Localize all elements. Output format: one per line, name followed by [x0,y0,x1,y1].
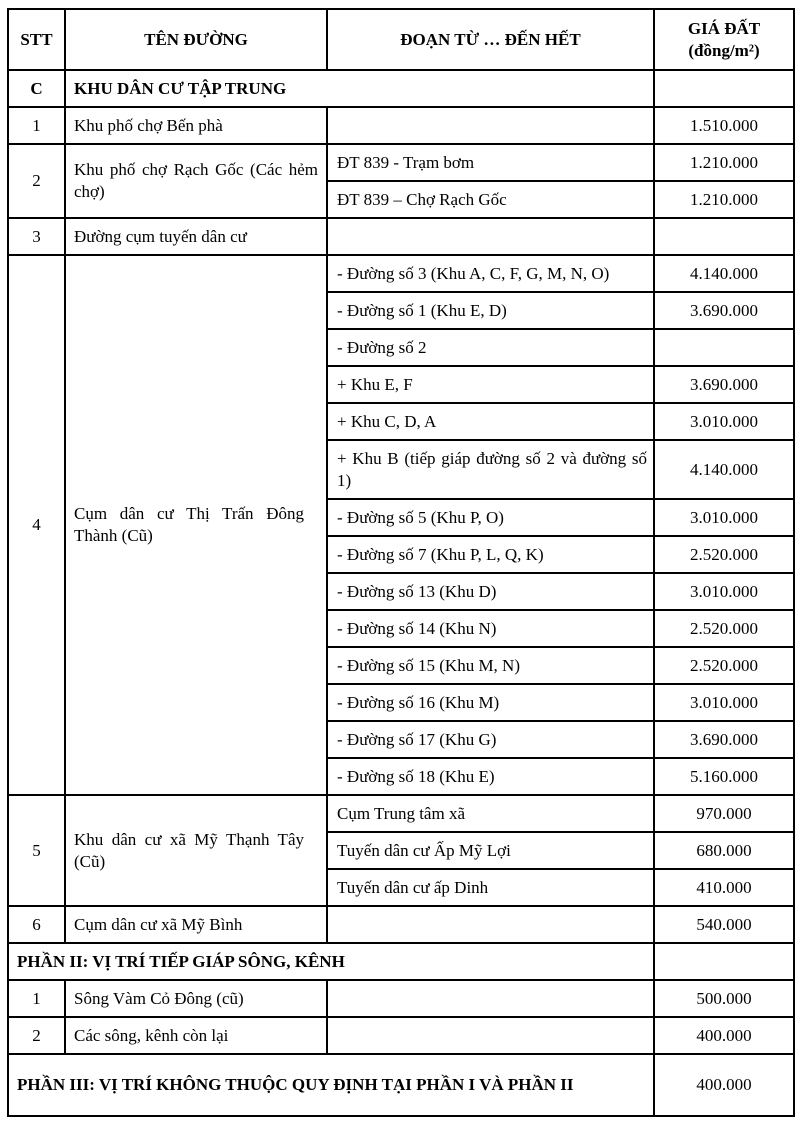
row-4-seg-4-doan: + Khu C, D, A [327,403,654,440]
row-2-seg-0 [8,144,794,181]
row-5-seg-2-price: 410.000 [654,869,794,906]
row-4-seg-5-doan: + Khu B (tiếp giáp đường số 2 và đường số 1) [327,440,654,499]
row-5-seg-1-price: 680.000 [654,832,794,869]
row-2-seg-1-price: 1.210.000 [654,181,794,218]
row-4-seg-12-price: 3.690.000 [654,721,794,758]
section-c-title: KHU DÂN CƯ TẬP TRUNG [65,70,654,107]
row-2-seg-0-doan: ĐT 839 - Trạm bơm [327,144,654,181]
row-1 [8,107,794,144]
section-c-price-empty [654,70,794,107]
header-gia-title: GIÁ ĐẤT [687,18,761,38]
row-2-stt: 2 [8,144,65,218]
row-4-seg-11-price: 3.010.000 [654,684,794,721]
row-4-seg-8-price: 3.010.000 [654,573,794,610]
row-4-seg-5-price: 4.140.000 [654,440,794,499]
part2-row-1 [8,1017,794,1054]
row-4-seg-10-price: 2.520.000 [654,647,794,684]
part2-row-1-price: 400.000 [654,1017,794,1054]
row-4-seg-4-price: 3.010.000 [654,403,794,440]
row-1-name: Khu phố chợ Bến phà [65,107,327,144]
header-ten-duong: TÊN ĐƯỜNG [65,9,327,70]
row-3-name: Đường cụm tuyến dân cư [65,218,327,255]
row-4-name: Cụm dân cư Thị Trấn Đông Thành (Cũ) [65,255,327,795]
row-4-seg-11-doan: - Đường số 16 (Khu M) [327,684,654,721]
row-3-doan-empty [327,218,654,255]
row-1-price: 1.510.000 [654,107,794,144]
part2-row-1-name: Các sông, kênh còn lại [65,1017,327,1054]
row-6-stt: 6 [8,906,65,943]
part2-row-0 [8,980,794,1017]
part3-row [8,1054,794,1116]
row-4-seg-6-price: 3.010.000 [654,499,794,536]
part2-row-0-price: 500.000 [654,980,794,1017]
row-4-seg-1-price: 3.690.000 [654,292,794,329]
header-doan: ĐOẠN TỪ … ĐẾN HẾT [327,9,654,70]
part2-row-0-name: Sông Vàm Cỏ Đông (cũ) [65,980,327,1017]
part3-title: PHẦN III: VỊ TRÍ KHÔNG THUỘC QUY ĐỊNH TẠI PHẦN I VÀ PHẦN II [8,1054,654,1116]
row-5-seg-0 [8,795,794,832]
part2-row-0-stt: 1 [8,980,65,1017]
row-6-price: 540.000 [654,906,794,943]
table-header-row [8,9,794,70]
row-4-seg-0 [8,255,794,292]
row-3-price-empty [654,218,794,255]
row-4-seg-7-price: 2.520.000 [654,536,794,573]
header-stt: STT [8,9,65,70]
row-6 [8,906,794,943]
row-4-seg-6-doan: - Đường số 5 (Khu P, O) [327,499,654,536]
section-c-stt: C [8,70,65,107]
part2-row-1-doan-empty [327,1017,654,1054]
row-4-seg-0-doan: - Đường số 3 (Khu A, C, F, G, M, N, O) [327,255,654,292]
row-6-name: Cụm dân cư xã Mỹ Bình [65,906,327,943]
row-1-doan-empty [327,107,654,144]
row-1-stt: 1 [8,107,65,144]
row-3-stt: 3 [8,218,65,255]
part2-row-1-stt: 2 [8,1017,65,1054]
row-4-seg-1-doan: - Đường số 1 (Khu E, D) [327,292,654,329]
row-4-seg-3-price: 3.690.000 [654,366,794,403]
row-2-seg-0-price: 1.210.000 [654,144,794,181]
row-4-seg-13-price: 5.160.000 [654,758,794,795]
row-5-stt: 5 [8,795,65,906]
part2-header-row [8,943,794,980]
row-3 [8,218,794,255]
row-4-seg-9-price: 2.520.000 [654,610,794,647]
section-c-row [8,70,794,107]
row-4-seg-3-doan: + Khu E, F [327,366,654,403]
row-5-seg-1-doan: Tuyến dân cư Ấp Mỹ Lợi [327,832,654,869]
row-5-seg-0-doan: Cụm Trung tâm xã [327,795,654,832]
row-4-seg-7-doan: - Đường số 7 (Khu P, L, Q, K) [327,536,654,573]
row-5-name: Khu dân cư xã Mỹ Thạnh Tây (Cũ) [65,795,327,906]
row-5-seg-2-doan: Tuyến dân cư ấp Dinh [327,869,654,906]
row-2-seg-1-doan: ĐT 839 – Chợ Rạch Gốc [327,181,654,218]
part2-price-empty [654,943,794,980]
row-4-seg-9-doan: - Đường số 14 (Khu N) [327,610,654,647]
header-gia-unit: (đồng/m²) [688,40,760,60]
row-4-seg-13-doan: - Đường số 18 (Khu E) [327,758,654,795]
row-4-seg-12-doan: - Đường số 17 (Khu G) [327,721,654,758]
part2-row-0-doan-empty [327,980,654,1017]
land-price-table [7,8,795,1117]
part2-title: PHẦN II: VỊ TRÍ TIẾP GIÁP SÔNG, KÊNH [8,943,654,980]
part3-price: 400.000 [654,1054,794,1116]
row-4-seg-10-doan: - Đường số 15 (Khu M, N) [327,647,654,684]
row-2-name: Khu phố chợ Rạch Gốc (Các hẻm chợ) [65,144,327,218]
row-4-seg-2-price [654,329,794,366]
row-4-seg-8-doan: - Đường số 13 (Khu D) [327,573,654,610]
row-4-stt: 4 [8,255,65,795]
row-6-doan-empty [327,906,654,943]
row-4-seg-0-price: 4.140.000 [654,255,794,292]
row-4-seg-2-doan: - Đường số 2 [327,329,654,366]
row-5-seg-0-price: 970.000 [654,795,794,832]
header-gia-dat [654,9,794,70]
